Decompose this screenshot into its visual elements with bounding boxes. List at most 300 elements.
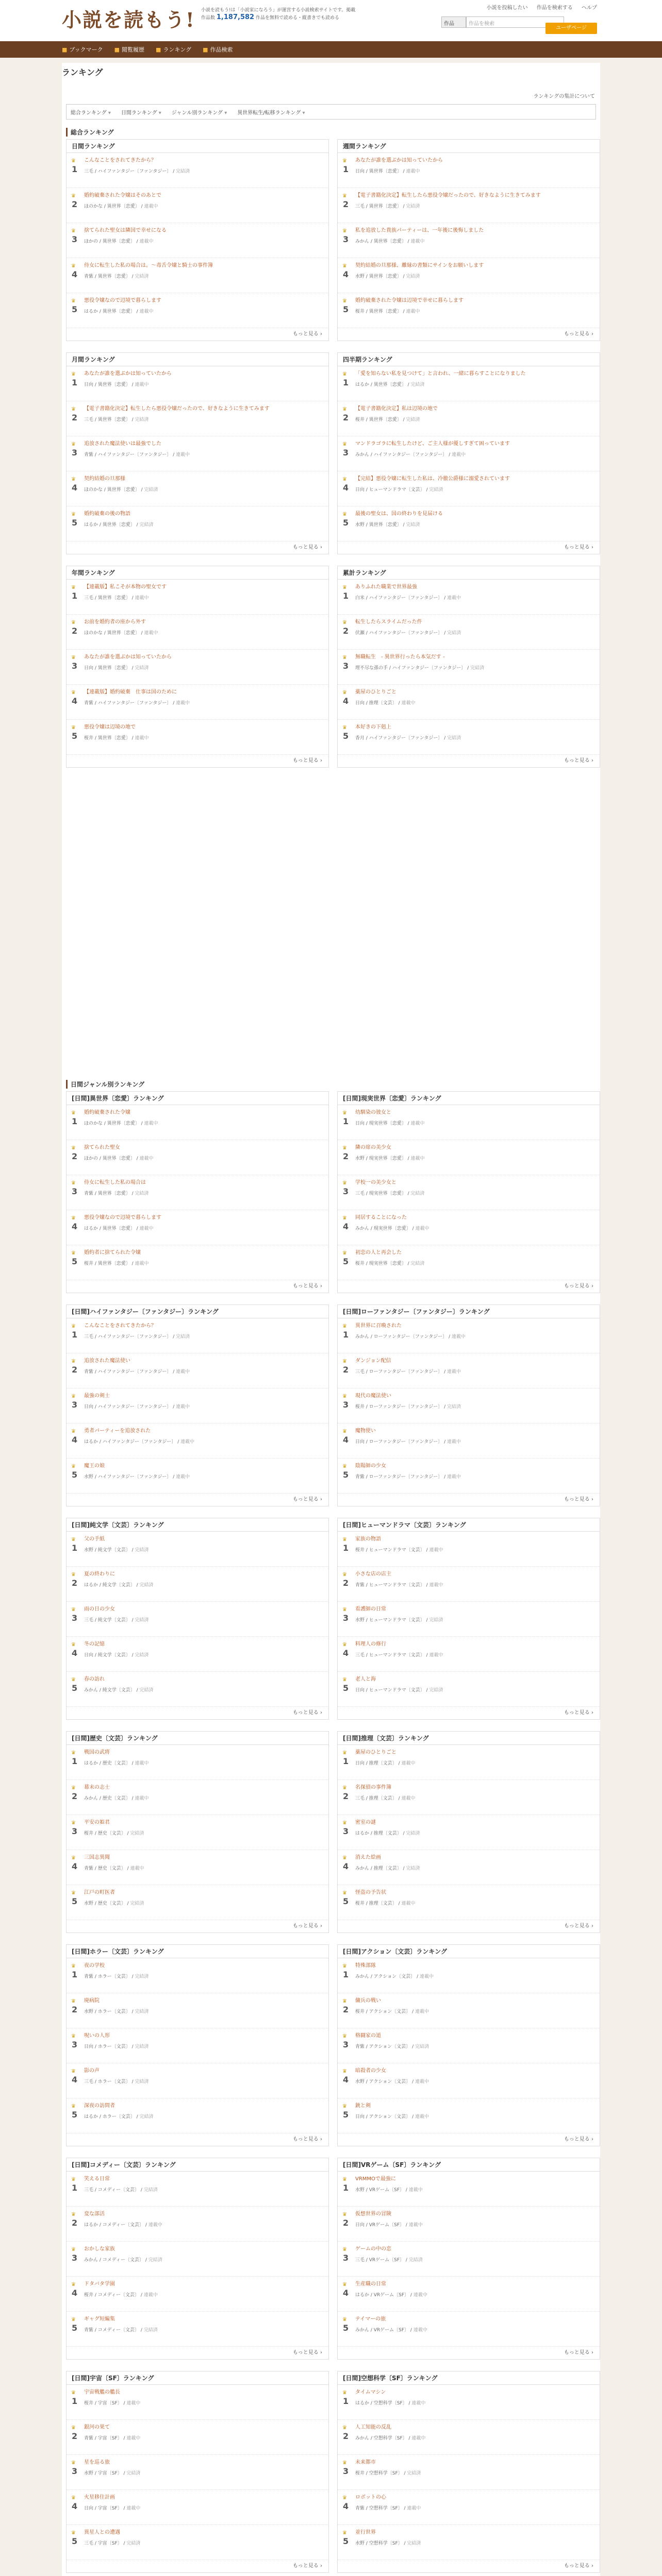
work-author-genre[interactable]: みかん / 異世界〔恋愛〕 — [355, 239, 406, 244]
tab-overall[interactable]: 総合ランキング ▾ — [71, 108, 111, 116]
more-link[interactable]: もっと見る › — [338, 328, 600, 341]
more-link[interactable]: もっと見る › — [67, 2347, 328, 2359]
work-status: 完結済 — [135, 417, 149, 422]
work-title-link[interactable]: 婚約破棄された令嬢 — [84, 1110, 130, 1115]
work-title-link[interactable]: こんなことをされてきたから？ — [84, 158, 156, 163]
work-status: 連載中 — [176, 1475, 190, 1480]
more-link[interactable]: もっと見る › — [67, 1280, 328, 1293]
work-title-link[interactable]: 宇宙戦艦の艦長 — [84, 2389, 120, 2395]
crown-icon: ♛ — [342, 193, 347, 199]
work-author-genre[interactable]: はるか / 純文学〔文芸〕 — [84, 1583, 135, 1588]
work-title-link[interactable]: 深夜の訪問者 — [84, 2103, 115, 2109]
work-title-link[interactable]: 傭兵の戦い — [355, 1998, 381, 2004]
work-author-genre[interactable]: はるか / 異世界〔恋愛〕 — [84, 309, 135, 314]
crown-icon: ♛ — [342, 442, 347, 447]
work-title-link[interactable]: 悪役令嬢なので辺境で暮らします — [84, 298, 161, 303]
ranking-card-title: 週間ランキング — [338, 140, 600, 153]
work-title-link[interactable]: 勇者パーティーを追放された — [84, 1428, 151, 1434]
search-type-select[interactable]: 作品 — [441, 16, 466, 28]
work-title-link[interactable]: 本好きの下剋上 — [355, 724, 391, 730]
work-meta: はるか / 異世界〔恋愛〕 / 完結済 — [355, 382, 425, 387]
work-title-link[interactable]: ギャグ短編集 — [84, 2316, 115, 2322]
work-title-link[interactable]: 幕末の志士 — [84, 1785, 110, 1790]
more-link[interactable]: もっと見る › — [67, 541, 328, 554]
work-meta: 三毛 / 異世界〔恋愛〕 / 完結済 — [84, 417, 149, 422]
more-link[interactable]: もっと見る › — [67, 755, 328, 767]
rank-number: 2 — [343, 2005, 349, 2014]
work-author-genre[interactable]: 青紫 / アクション〔文芸〕 — [355, 2044, 411, 2049]
work-author-genre[interactable]: みかん / VRゲーム〔SF〕 — [355, 2328, 409, 2333]
work-author-genre[interactable]: 三毛 / 純文学〔文芸〕 — [84, 1618, 130, 1623]
work-title-link[interactable]: 【完結】悪役令嬢に転生した私は、冷徹公爵様に溺愛されています — [355, 476, 510, 482]
work-title-link[interactable]: 捨てられた聖女は隣国で幸せになる — [84, 228, 167, 233]
work-title-link[interactable]: 学校一の美少女と — [355, 1180, 396, 1185]
more-link[interactable]: もっと見る › — [67, 328, 328, 341]
work-meta: 水野 / 異世界〔恋愛〕 / 完結済 — [355, 274, 420, 279]
work-title-link[interactable]: ありふれた職業で世界最強 — [355, 584, 417, 590]
work-author-genre[interactable]: 青紫 / 異世界〔恋愛〕 — [84, 1191, 130, 1196]
work-title-link[interactable]: 契約結婚の旦那様 — [84, 476, 125, 482]
header-link-help[interactable]: ヘルプ — [582, 5, 597, 11]
crown-icon: ♛ — [342, 1324, 347, 1329]
work-status: 連載中 — [143, 2293, 158, 2298]
ranking-item — [338, 1672, 600, 1707]
work-title-link[interactable]: 人工知能の反乱 — [355, 2425, 391, 2430]
work-author-genre[interactable]: 青紫 / ハイファンタジー〔ファンタジー〕 — [84, 1369, 172, 1375]
work-author-genre[interactable]: 三毛 / ローファンタジー〔ファンタジー〕 — [355, 1369, 443, 1375]
work-title-link[interactable]: 戦国の武将 — [84, 1750, 110, 1755]
work-meta: 水野 / ヒューマンドラマ〔文芸〕 / 完結済 — [355, 1618, 443, 1623]
more-link[interactable]: もっと見る › — [338, 1280, 600, 1293]
work-title-link[interactable]: 私を追放した貴族パーティーは、一年後に後悔しました — [355, 228, 484, 233]
work-author-genre[interactable]: 青紫 / 宇宙〔SF〕 — [84, 2436, 122, 2441]
work-author-genre[interactable]: はるか / VRゲーム〔SF〕 — [355, 2293, 409, 2298]
work-author-genre[interactable]: ほのかな / 異世界〔恋愛〕 — [84, 487, 140, 493]
ranking-item — [338, 2207, 600, 2242]
work-title-link[interactable]: 仮想世界の冒険 — [355, 2211, 391, 2217]
more-link[interactable]: もっと見る › — [338, 2560, 600, 2572]
work-title-link[interactable]: ダンジョン配信 — [355, 1358, 391, 1364]
work-title-link[interactable]: 悪役令嬢なので辺境で暮らします — [84, 1215, 161, 1221]
work-title-link[interactable]: こんなことをされてきたから？ — [84, 1323, 156, 1329]
more-link[interactable]: もっと見る › — [338, 2133, 600, 2146]
work-meta: 桜井 / ローファンタジー〔ファンタジー〕 / 完結済 — [355, 1404, 461, 1410]
more-link[interactable]: もっと見る › — [67, 1494, 328, 1506]
work-author-genre[interactable]: 日向 / 推理〔文芸〕 — [355, 1761, 397, 1766]
work-author-genre[interactable]: 桜井 / ローファンタジー〔ファンタジー〕 — [355, 1404, 443, 1410]
work-title-link[interactable]: 異世界に召喚された — [355, 1323, 402, 1329]
work-author-genre[interactable]: 日向 / ヒューマンドラマ〔文芸〕 — [355, 1688, 425, 1693]
ranking-item — [338, 1388, 600, 1423]
work-title-link[interactable]: 江戸の町医者 — [84, 1890, 115, 1895]
work-title-link[interactable]: 消えた絵画 — [355, 1855, 381, 1860]
work-title-link[interactable]: 異星人との遭遇 — [84, 2530, 120, 2535]
work-title-link[interactable]: 夜の学校 — [84, 1963, 105, 1969]
work-author-genre[interactable]: 水野 / 空想科学〔SF〕 — [355, 2541, 403, 2546]
work-title-link[interactable]: 老人と海 — [355, 1676, 376, 1682]
crown-icon: ♛ — [342, 1429, 347, 1434]
more-link[interactable]: もっと見る › — [67, 2560, 328, 2572]
work-author-genre[interactable]: 水野 / 異世界〔恋愛〕 — [355, 274, 402, 279]
header-link-search[interactable]: 作品を検索する — [536, 5, 573, 11]
more-link[interactable]: もっと見る › — [338, 2347, 600, 2359]
work-meta: 桜井 / ヒューマンドラマ〔文芸〕 / 連載中 — [355, 1548, 443, 1553]
work-author-genre[interactable]: 三毛 / 異世界〔恋愛〕 — [355, 204, 402, 209]
work-title-link[interactable]: 平安の姫君 — [84, 1820, 110, 1825]
work-title-link[interactable]: 婚約破棄の後の物語 — [84, 511, 130, 517]
work-author-genre[interactable]: 三毛 / 宇宙〔SF〕 — [84, 2541, 122, 2546]
work-title-link[interactable]: テイマーの旅 — [355, 2316, 386, 2322]
work-title-link[interactable]: 三国志異聞 — [84, 1855, 110, 1860]
work-title-link[interactable]: 婚約者に捨てられた令嬢 — [84, 1250, 141, 1256]
work-author-genre[interactable]: 水野 / ヒューマンドラマ〔文芸〕 — [355, 1618, 425, 1623]
work-author-genre[interactable]: はるか / ハイファンタジー〔ファンタジー〕 — [84, 1439, 176, 1445]
work-author-genre[interactable]: 桜井 / 空想科学〔SF〕 — [355, 2471, 403, 2476]
main-nav — [0, 41, 662, 58]
work-title-link[interactable]: 銀河の果て — [84, 2425, 110, 2430]
work-title-link[interactable]: ロボットの心 — [355, 2495, 386, 2500]
work-author-genre[interactable]: 桜井 / アクション〔文芸〕 — [355, 2009, 411, 2014]
work-status: 連載中 — [139, 309, 154, 314]
work-author-genre[interactable]: 水野 / 純文学〔文芸〕 — [84, 1548, 130, 1553]
work-title-link[interactable]: 追放された魔法使いは最強でした — [84, 441, 161, 447]
work-author-genre[interactable]: 日向 / ハイファンタジー〔ファンタジー〕 — [84, 1404, 172, 1410]
work-author-genre[interactable]: ほかの / 異世界〔恋愛〕 — [84, 239, 135, 244]
work-author-genre[interactable]: 桜井 / 推理〔文芸〕 — [355, 1901, 397, 1906]
work-title-link[interactable]: 影の声 — [84, 2068, 100, 2074]
work-title-link[interactable]: 侍女に転生した私の場合は — [84, 1180, 146, 1185]
rank-number: 2 — [72, 1151, 78, 1161]
work-author-genre[interactable]: 日向 / 異世界〔恋愛〕 — [84, 666, 130, 671]
work-title-link[interactable]: 初恋の人と再会した — [355, 1250, 402, 1256]
work-author-genre[interactable]: 青紫 / ホラー〔文芸〕 — [84, 1974, 130, 1979]
work-author-genre[interactable]: 日向 / 異世界〔恋愛〕 — [355, 169, 402, 174]
work-title-link[interactable]: 春の訪れ — [84, 1676, 105, 1682]
more-link[interactable]: もっと見る › — [67, 1707, 328, 1719]
crown-icon: ♛ — [71, 725, 76, 731]
work-author-genre[interactable]: 桜井 / 異世界〔恋愛〕 — [84, 736, 130, 741]
work-author-genre[interactable]: 三毛 / 現実世界〔恋愛〕 — [355, 1191, 406, 1196]
work-title-link[interactable]: 「愛を知らない私を見つけて」と言われ、一緒に暮らすことになりました — [355, 371, 526, 377]
work-status: 連載中 — [148, 2223, 162, 2228]
work-title-link[interactable]: 幼馴染の彼女と — [355, 1110, 391, 1115]
crown-icon: ♛ — [342, 1250, 347, 1256]
work-author-genre[interactable]: みかん / ローファンタジー〔ファンタジー〕 — [355, 1334, 448, 1340]
work-author-genre[interactable]: 桜井 / 現実世界〔恋愛〕 — [355, 1261, 406, 1266]
crown-icon: ♛ — [342, 1215, 347, 1221]
work-author-genre[interactable]: 水野 / 異世界〔恋愛〕 — [355, 522, 402, 528]
work-title-link[interactable]: 最強の剣士 — [84, 1393, 110, 1399]
work-author-genre[interactable]: みかん / 推理〔文芸〕 — [355, 1866, 402, 1871]
work-title-link[interactable]: 最後の聖女は、国の終わりを見届ける — [355, 511, 443, 517]
work-author-genre[interactable]: 桜井 / ヒューマンドラマ〔文芸〕 — [355, 1548, 425, 1553]
work-title-link[interactable]: 笑える日常 — [84, 2176, 110, 2182]
work-status: 完結済 — [406, 417, 420, 422]
work-title-link[interactable]: あなたが誰を選ぶかは知っていたから — [84, 371, 172, 377]
work-title-link[interactable]: VRMMOで最強に — [355, 2176, 396, 2182]
more-link[interactable]: もっと見る › — [338, 755, 600, 767]
work-title-link[interactable]: あなたが誰を選ぶかは知っていたから — [355, 158, 443, 163]
work-author-genre[interactable]: 日向 / 推理〔文芸〕 — [355, 701, 397, 706]
work-author-genre[interactable]: はるか / 異世界〔恋愛〕 — [355, 382, 406, 387]
work-author-genre[interactable]: 青紫 / 歴史〔文芸〕 — [84, 1866, 126, 1871]
work-status: 完結済 — [406, 204, 420, 209]
work-title-link[interactable]: 並行世界 — [355, 2530, 376, 2535]
work-title-link[interactable]: 魔王の娘 — [84, 1463, 105, 1469]
work-author-genre[interactable]: 日向 / ヒューマンドラマ〔文芸〕 — [355, 487, 425, 493]
work-author-genre[interactable]: 水野 / ホラー〔文芸〕 — [84, 2009, 130, 2014]
work-author-genre[interactable]: みかん / 純文学〔文芸〕 — [84, 1688, 135, 1693]
work-meta: 日向 / 現実世界〔恋愛〕 / 連載中 — [355, 1121, 425, 1126]
work-meta: 青紫 / ホラー〔文芸〕 / 完結済 — [84, 1974, 149, 1979]
work-author-genre[interactable]: みかん / コメディー〔文芸〕 — [84, 2258, 144, 2263]
work-author-genre[interactable]: 三毛 / 推理〔文芸〕 — [355, 1796, 397, 1801]
ranking-item — [338, 293, 600, 328]
more-link[interactable]: もっと見る › — [67, 1920, 328, 1933]
work-author-genre[interactable]: ほかの / 異世界〔恋愛〕 — [84, 1156, 135, 1161]
work-status: 完結済 — [126, 2471, 141, 2476]
work-author-genre[interactable]: はるか / ホラー〔文芸〕 — [84, 2114, 135, 2120]
work-title-link[interactable]: ゲームの中の恋 — [355, 2246, 391, 2252]
work-meta: はるか / 異世界〔恋愛〕 / 連載中 — [84, 309, 154, 314]
work-title-link[interactable]: タイムマシン — [355, 2389, 386, 2395]
work-title-link[interactable]: 侍女に転生した私の場合は。～毒舌令嬢と騎士の事件簿 — [84, 263, 213, 268]
work-author-genre[interactable]: ほのかな / 異世界〔恋愛〕 — [84, 631, 140, 636]
work-title-link[interactable]: 夏の終わりに — [84, 1571, 115, 1577]
work-title-link[interactable]: 魔物使い — [355, 1428, 376, 1434]
work-author-genre[interactable]: 三毛 / 異世界〔恋愛〕 — [84, 417, 130, 422]
nav-bookmark[interactable]: ■ ブックマーク — [62, 46, 103, 53]
work-title-link[interactable]: おかしな家族 — [84, 2246, 115, 2252]
work-meta: 桜井 / 推理〔文芸〕 / 連載中 — [355, 1901, 416, 1906]
work-meta: 水野 / ホラー〔文芸〕 / 完結済 — [84, 2009, 149, 2014]
rank-number: 3 — [343, 1613, 349, 1623]
rank-number: 5 — [72, 1896, 78, 1906]
work-title-link[interactable]: 未来都市 — [355, 2460, 376, 2465]
work-meta: 桜井 / 現実世界〔恋愛〕 / 完結済 — [355, 1261, 425, 1266]
work-author-genre[interactable]: はるか / 異世界〔恋愛〕 — [84, 522, 135, 528]
work-title-link[interactable]: マンドラゴラに転生したけど、ご主人様が優しすぎて困っています — [355, 441, 510, 447]
crown-icon: ♛ — [71, 2460, 76, 2466]
work-title-link[interactable]: 契約結婚の旦那様、離縁の書類にサインをお願いします — [355, 263, 484, 268]
more-link[interactable]: もっと見る › — [338, 1920, 600, 1933]
work-title-link[interactable]: 薬屋のひとりごと — [355, 689, 396, 695]
work-author-genre[interactable]: みかん / ハイファンタジー〔ファンタジー〕 — [355, 452, 448, 457]
work-title-link[interactable]: 同居することになった — [355, 1215, 407, 1221]
work-title-link[interactable]: 捨てられた聖女 — [84, 1145, 120, 1150]
rank-number: 3 — [72, 448, 78, 457]
work-author-genre[interactable]: ほのかな / 異世界〔恋愛〕 — [84, 1121, 140, 1126]
work-title-link[interactable]: 小さな店の店主 — [355, 1571, 391, 1577]
work-title-link[interactable]: 格闘家の道 — [355, 2033, 381, 2039]
work-title-link[interactable]: 薬屋のひとりごと — [355, 1750, 396, 1755]
ranking-item — [67, 1175, 328, 1210]
more-link[interactable]: もっと見る › — [338, 541, 600, 554]
work-author-genre[interactable]: 青紫 / ヒューマンドラマ〔文芸〕 — [355, 1583, 425, 1588]
user-page-button[interactable]: ユーザページ — [545, 23, 597, 34]
work-author-genre[interactable]: ほのかな / 異世界〔恋愛〕 — [84, 204, 140, 209]
work-author-genre[interactable]: 水野 / アクション〔文芸〕 — [355, 2079, 411, 2084]
rank-number: 2 — [343, 626, 349, 636]
work-title-link[interactable]: あなたが誰を選ぶかは知っていたから — [84, 654, 172, 660]
work-author-genre[interactable]: はるか / コメディー〔文芸〕 — [84, 2223, 144, 2228]
work-title-link[interactable]: 冬の記憶 — [84, 1641, 105, 1647]
work-title-link[interactable]: 呪いの人形 — [84, 2033, 110, 2039]
work-author-genre[interactable]: みかん / 歴史〔文芸〕 — [84, 1796, 130, 1801]
work-author-genre[interactable]: はるか / 歴史〔文芸〕 — [84, 1761, 130, 1766]
work-title-link[interactable]: 料理人の修行 — [355, 1641, 386, 1647]
ranking-card — [66, 2158, 329, 2360]
work-author-genre[interactable]: 三毛 / ホラー〔文芸〕 — [84, 2079, 130, 2084]
work-author-genre[interactable]: みかん / 現実世界〔恋愛〕 — [355, 1226, 411, 1231]
crown-icon: ♛ — [342, 1677, 347, 1683]
work-title-link[interactable]: 変な部活 — [84, 2211, 105, 2217]
ranking-card — [66, 1944, 329, 2146]
work-author-genre[interactable]: 日向 / 現実世界〔恋愛〕 — [355, 1121, 406, 1126]
ranking-help-link[interactable]: ランキングの集計について — [533, 94, 595, 99]
tab-isekai[interactable]: 異世界転生/転移ランキング ▾ — [237, 108, 305, 116]
work-author-genre[interactable]: 三毛 / コメディー〔文芸〕 — [84, 2188, 140, 2193]
work-title-link[interactable]: 【連載版】婚約破棄 仕事は国のために — [84, 689, 177, 695]
work-title-link[interactable]: お前を婚約者の座から外す — [84, 619, 146, 625]
crown-icon: ♛ — [71, 1820, 76, 1826]
work-title-link[interactable]: 転生したらスライムだった件 — [355, 619, 422, 625]
rank-number: 2 — [72, 2218, 78, 2228]
work-title-link[interactable]: 火星移住計画 — [84, 2495, 115, 2500]
work-author-genre[interactable]: 青紫 / ハイファンタジー〔ファンタジー〕 — [84, 701, 172, 706]
nav-history[interactable]: ■ 閲覧履歴 — [114, 46, 145, 53]
work-author-genre[interactable]: 日向 / ホラー〔文芸〕 — [84, 2044, 130, 2049]
work-author-genre[interactable]: 青紫 / ハイファンタジー〔ファンタジー〕 — [84, 452, 172, 457]
work-title-link[interactable]: 名探偵の事件簿 — [355, 1785, 391, 1790]
work-author-genre[interactable]: 日向 / アクション〔文芸〕 — [355, 2114, 411, 2120]
work-title-link[interactable]: 隣の席の美少女 — [355, 1145, 391, 1150]
work-author-genre[interactable]: 白米 / ハイファンタジー〔ファンタジー〕 — [355, 596, 443, 601]
work-title-link[interactable]: 現代の魔法使い — [355, 1393, 391, 1399]
work-title-link[interactable]: 看護師の日常 — [355, 1606, 386, 1612]
work-author-genre[interactable]: 三毛 / ハイファンタジー〔ファンタジー〕 — [84, 169, 172, 174]
crown-icon: ♛ — [342, 2104, 347, 2109]
work-author-genre[interactable]: 桜井 / 歴史〔文芸〕 — [84, 1831, 126, 1836]
more-link[interactable]: もっと見る › — [338, 1494, 600, 1506]
work-title-link[interactable]: 無職転生 - 異世界行ったら本気だす - — [355, 654, 445, 660]
work-author-genre[interactable]: 理不尽な孫の手 / ハイファンタジー〔ファンタジー〕 — [355, 666, 466, 671]
rank-number: 2 — [72, 626, 78, 636]
work-author-genre[interactable]: 水野 / 現実世界〔恋愛〕 — [355, 1156, 406, 1161]
work-author-genre[interactable]: 日向 / 異世界〔恋愛〕 — [84, 382, 130, 387]
work-author-genre[interactable]: 桜井 / 異世界〔恋愛〕 — [84, 1261, 130, 1266]
work-title-link[interactable]: 雨の日の少女 — [84, 1606, 115, 1612]
search-input[interactable]: 作品を検索 — [466, 16, 564, 28]
work-author-genre[interactable]: 青紫 / コメディー〔文芸〕 — [84, 2328, 140, 2333]
work-meta: ほのかな / 異世界〔恋愛〕 / 連載中 — [84, 1121, 158, 1126]
work-meta: 青紫 / 異世界〔恋愛〕 / 完結済 — [84, 274, 149, 279]
work-author-genre[interactable]: 伏瀬 / ハイファンタジー〔ファンタジー〕 — [355, 631, 443, 636]
crown-icon: ♛ — [342, 1998, 347, 2004]
work-author-genre[interactable]: 三毛 / ハイファンタジー〔ファンタジー〕 — [84, 1334, 172, 1340]
work-author-genre[interactable]: 桜井 / コメディー〔文芸〕 — [84, 2293, 140, 2298]
work-author-genre[interactable]: 水野 / 歴史〔文芸〕 — [84, 1901, 126, 1906]
work-title-link[interactable]: 【電子書籍化決定】私は辺境の地で — [355, 406, 438, 412]
header-link-post[interactable]: 小説を投稿したい — [486, 5, 528, 11]
work-author-genre[interactable]: はるか / 推理〔文芸〕 — [355, 1831, 402, 1836]
work-title-link[interactable]: 追放された魔法使い — [84, 1358, 130, 1364]
work-author-genre[interactable]: みかん / 空想科学〔SF〕 — [355, 2436, 407, 2441]
work-status: 連載中 — [429, 1548, 443, 1553]
work-author-genre[interactable]: 水野 / VRゲーム〔SF〕 — [355, 2188, 405, 2193]
work-title-link[interactable]: 悪役令嬢は辺境の地で — [84, 724, 136, 730]
work-author-genre[interactable]: 桜井 / 異世界〔恋愛〕 — [355, 309, 402, 314]
ranking-card-title: [日間]宇宙〔SF〕ランキング — [67, 2371, 328, 2385]
work-title-link[interactable]: ドタバタ学園 — [84, 2281, 115, 2287]
nav-search[interactable]: ■ 作品検索 — [203, 46, 233, 53]
work-status: 完結済 — [135, 2079, 149, 2084]
work-status: 完結済 — [139, 2114, 154, 2120]
work-author-genre[interactable]: 青紫 / 異世界〔恋愛〕 — [84, 274, 130, 279]
nav-ranking[interactable]: ■ ランキング — [156, 46, 192, 53]
work-author-genre[interactable]: 日向 / VRゲーム〔SF〕 — [355, 2223, 405, 2228]
work-title-link[interactable]: 父の手紙 — [84, 1536, 105, 1542]
site-logo[interactable]: 小説を読もう! — [62, 8, 195, 31]
work-title-link[interactable]: 家族の物語 — [355, 1536, 381, 1542]
ranking-card-title: 累計ランキング — [338, 566, 600, 580]
work-author-genre[interactable]: 日向 / ローファンタジー〔ファンタジー〕 — [355, 1439, 443, 1445]
tab-daily[interactable]: 日間ランキング ▾ — [121, 108, 161, 116]
tab-genre[interactable]: ジャンル別ランキング ▾ — [172, 108, 227, 116]
work-title-link[interactable]: 生産職の日常 — [355, 2281, 386, 2287]
work-meta: みかん / 現実世界〔恋愛〕 / 連載中 — [355, 1226, 429, 1231]
work-author-genre[interactable]: はるか / 異世界〔恋愛〕 — [84, 1226, 135, 1231]
work-title-link[interactable]: 陰陽師の少女 — [355, 1463, 386, 1469]
work-author-genre[interactable]: 水野 / 宇宙〔SF〕 — [84, 2471, 122, 2476]
work-title-link[interactable]: 【電子書籍化決定】転生したら悪役令嬢だったので、好きなように生きてみます — [355, 193, 541, 198]
rank-number: 2 — [72, 2431, 78, 2441]
work-title-link[interactable]: 怪盗の予告状 — [355, 1890, 386, 1895]
work-title-link[interactable]: 婚約破棄された令嬢は辺境で幸せに暮らします — [355, 298, 464, 303]
work-title-link[interactable]: 暗殺者の少女 — [355, 2068, 386, 2074]
ranking-item — [338, 1780, 600, 1815]
work-author-genre[interactable]: 青紫 / ローファンタジー〔ファンタジー〕 — [355, 1475, 443, 1480]
more-link[interactable]: もっと見る › — [67, 2133, 328, 2146]
work-title-link[interactable]: 【連載版】私こそが本物の聖女です — [84, 584, 167, 590]
work-author-genre[interactable]: みかん / アクション〔文芸〕 — [355, 1974, 416, 1979]
work-title-link[interactable]: 【電子書籍化決定】転生したら悪役令嬢だったので、好きなように生きてみます — [84, 406, 270, 412]
work-status: 連載中 — [452, 452, 466, 457]
work-title-link[interactable]: 密室の謎 — [355, 1820, 376, 1825]
rank-number: 4 — [72, 696, 78, 706]
work-author-genre[interactable]: 青紫 / 空想科学〔SF〕 — [355, 2506, 403, 2511]
work-author-genre[interactable]: 日向 / 宇宙〔SF〕 — [84, 2506, 122, 2511]
work-author-genre[interactable]: 日向 / 純文学〔文芸〕 — [84, 1653, 130, 1658]
work-author-genre[interactable]: 三毛 / 異世界〔恋愛〕 — [84, 596, 130, 601]
work-author-genre[interactable]: 桜井 / 異世界〔恋愛〕 — [355, 417, 402, 422]
work-author-genre[interactable]: はるか / 空想科学〔SF〕 — [355, 2401, 407, 2406]
work-title-link[interactable]: 廃病院 — [84, 1998, 100, 2004]
work-title-link[interactable]: 婚約破棄された令嬢はそのあとで — [84, 193, 161, 198]
work-author-genre[interactable]: 三毛 / VRゲーム〔SF〕 — [355, 2258, 405, 2263]
work-author-genre[interactable]: 桜井 / 宇宙〔SF〕 — [84, 2401, 122, 2406]
more-link[interactable]: もっと見る › — [338, 1707, 600, 1719]
work-title-link[interactable]: 銃と剣 — [355, 2103, 371, 2109]
rank-number: 4 — [343, 269, 349, 279]
work-title-link[interactable]: 星を巡る旅 — [84, 2460, 110, 2465]
work-meta: 水野 / 異世界〔恋愛〕 / 完結済 — [355, 522, 420, 528]
work-author-genre[interactable]: 水野 / ハイファンタジー〔ファンタジー〕 — [84, 1475, 172, 1480]
work-title-link[interactable]: 特殊部隊 — [355, 1963, 376, 1969]
crown-icon: ♛ — [342, 1572, 347, 1578]
work-author-genre[interactable]: 三毛 / ヒューマンドラマ〔文芸〕 — [355, 1653, 425, 1658]
work-author-genre[interactable]: 香月 / ハイファンタジー〔ファンタジー〕 — [355, 736, 443, 741]
